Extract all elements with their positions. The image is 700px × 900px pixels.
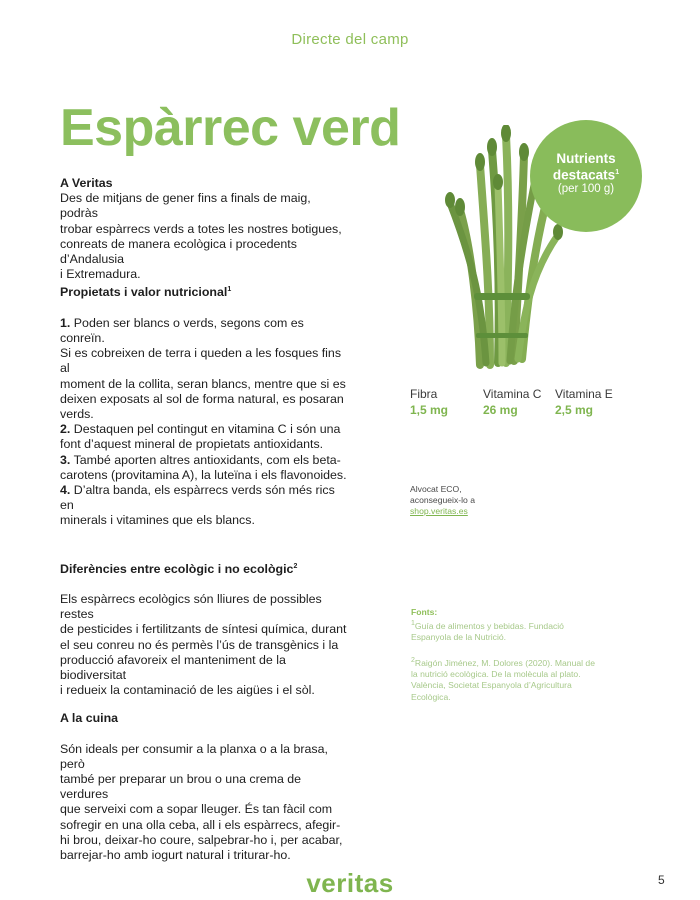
nutrient-fiber: Fibra 1,5 mg [410, 387, 449, 417]
differences-line: i redueix la contaminació de les aigües i el sòl. [60, 683, 315, 698]
differences-line: de pesticides i fertilitzants de síntesi química, durant [60, 622, 347, 637]
source-1: $^1$Guía de alimentos y bebidas. Fundació [411, 620, 564, 632]
kitchen-line: també per preparar un brou o una crema de verdures [60, 771, 302, 802]
differences-line: Els espàrrecs ecològics són lliures de possibles restes [60, 591, 322, 622]
nutrients-badge: Nutrients destacats$^1$ (per 100 g) [530, 120, 642, 232]
nutrition-item: 2. Destaquen pel contingut en vitamina C i són una [60, 422, 341, 437]
differences-line: el seu conreu no és permès l’ús de transgènics i la [60, 637, 339, 652]
intro-line: i Extremadura. [60, 267, 141, 282]
article-body [60, 176, 350, 863]
nutrition-heading: Propietats i valor nutricional$^1$ [60, 285, 232, 300]
badge-title-2: destacats [552, 167, 616, 183]
differences-line: producció afavoreix el manteniment de la biodiversitat [60, 652, 286, 682]
kitchen-line: Són ideals per consumir a la planxa o a la brasa, però [60, 741, 328, 771]
nutrient-vitamin-e: Vitamina E 2,5 mg [555, 387, 613, 417]
brand-logo: veritas [306, 868, 394, 898]
nutrition-item: 1. Poden ser blancs o verds, segons com es conreïn. [60, 315, 304, 345]
nutrition-line: carotens (provitamina A), la luteïna i els flavonoides. [60, 467, 347, 482]
kitchen-line: que serveixi com a sopar lleuger. És tan fàcil com [60, 802, 333, 817]
kitchen-line: barrejar-ho amb iogurt natural i triturar-ho. [60, 847, 291, 862]
nutrition-line: minerals i vitamines que els blancs. [60, 513, 255, 528]
kitchen-line: hi brou, deixar-ho coure, salpebrar-ho i, per acabar, [60, 832, 343, 847]
source-2: $^2$Raigón Jiménez, M. Dolores (2020). Manual de [411, 656, 595, 668]
nutrition-line: verds. [60, 406, 94, 421]
nutrition-line: Si es cobreixen de terra i queden a les fosques fins al [60, 346, 342, 376]
intro-heading: A Veritas [60, 176, 113, 190]
differences-heading: Diferències entre ecològic i no ecològic$^2$ [60, 561, 298, 576]
nutrition-line: font d’aquest mineral de propietats antioxidants. [60, 437, 324, 452]
sources: Fonts: $^1$Guía de alimentos y bebidas. Fundació Espanyola de la Nutrició. $^2$Raigón Jiménez, M. Dolores (2020). Manual de la nutrició ecològica. De la molècula al plato. València, Societat Espanyola d’Agricultura Ecològica. [411, 607, 601, 703]
badge-subtitle: (per 100 g) [557, 183, 615, 195]
sources-heading: Fonts: [411, 607, 438, 617]
intro-line: conreats de manera ecològica i procedents d’Andalusia [60, 236, 297, 267]
nutrition-line: moment de la collita, seran blancs, mentre que si es [60, 376, 346, 391]
page-number: 5 [658, 873, 665, 887]
section-header: Directe del camp [291, 31, 409, 48]
nutrition-item: 4. D’altra banda, els espàrrecs verds són més rics en [60, 482, 335, 513]
badge-title: Nutrients [556, 151, 616, 166]
nutrient-vitamin-c: Vitamina C 26 mg [483, 387, 542, 417]
promo-text: Alvocat ECO, aconsegueix-lo a shop.veritas.es [410, 484, 475, 516]
intro-line: Des de mitjans de gener fins a finals de maig, podràs [60, 191, 311, 221]
kitchen-line: sofregir en una olla ceba, all i els espàrrecs, afegir- [60, 817, 341, 832]
page-title: Espàrrec verd [60, 99, 401, 157]
kitchen-heading: A la cuina [60, 711, 119, 726]
shop-link[interactable]: shop.veritas.es [410, 506, 468, 516]
nutrition-item: 3. També aporten altres antioxidants, com els beta- [60, 452, 341, 467]
nutrition-line: deixen exposats al sol de forma natural, es posaran [60, 391, 344, 406]
intro-line: trobar espàrrecs verds a totes les nostres botigues, [60, 221, 342, 236]
